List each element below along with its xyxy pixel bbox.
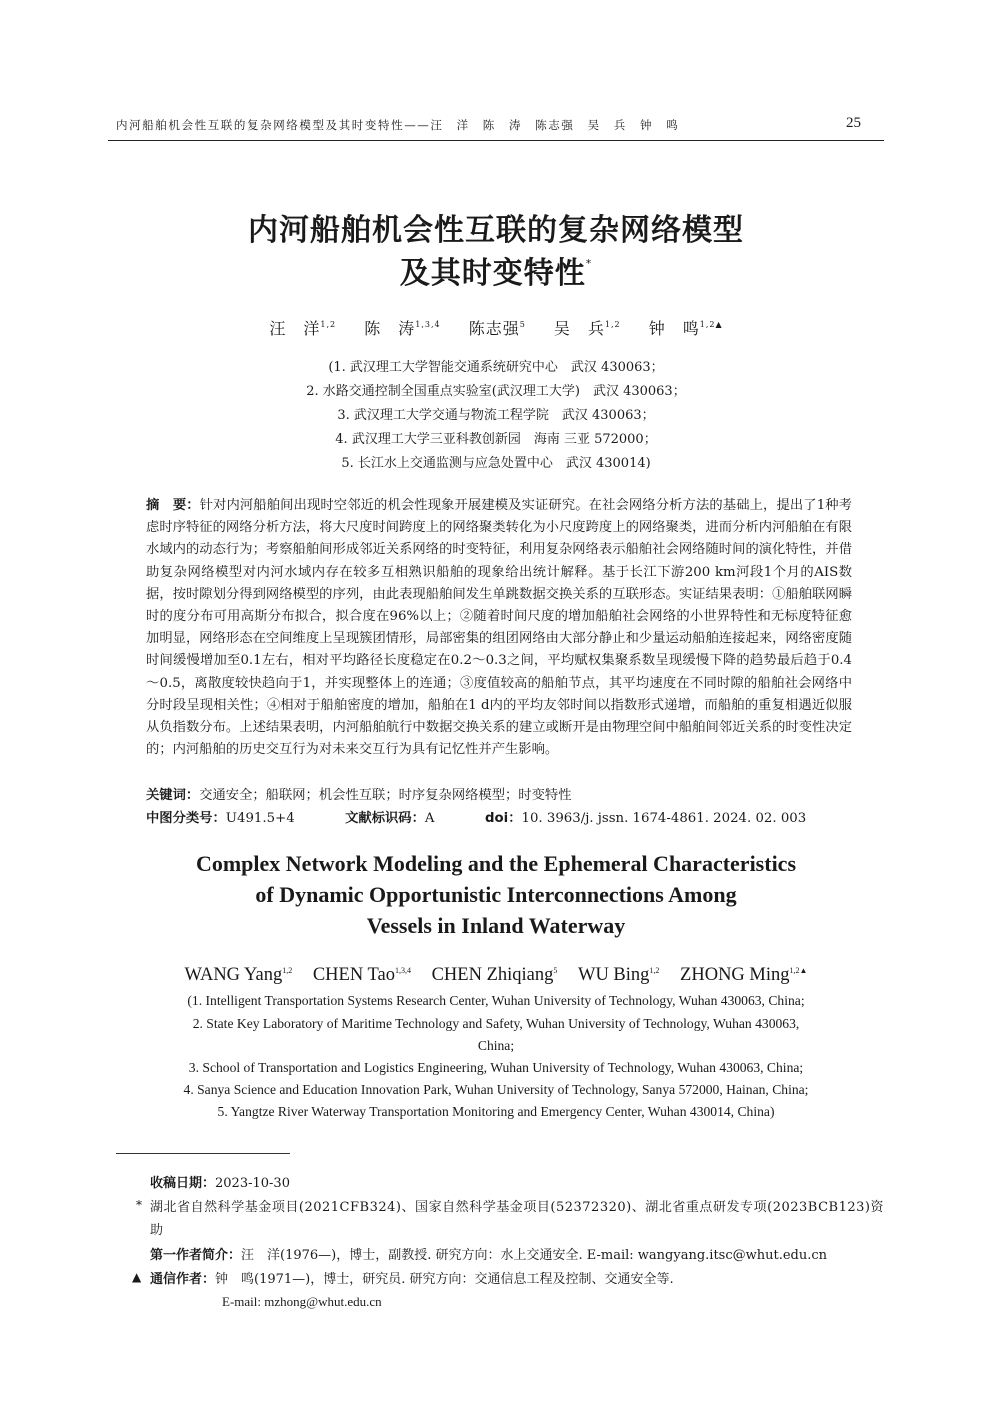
title-cn-line2-wrap — [0, 248, 992, 292]
affiliation-en: 5. Yangtze River Waterway Transportation Monitoring and Emergency Center, Wuhan 430014, China) — [217, 1104, 775, 1119]
received-label: 收稿日期： — [150, 1176, 216, 1191]
doi-label: doi： — [484, 811, 522, 826]
affiliation-cn: 3. 武汉理工大学交通与物流工程学院 武汉 430063； — [337, 408, 655, 423]
fund-mark: * — [136, 1198, 142, 1212]
page-number: 25 — [846, 115, 861, 131]
author-cn-sup: 1,2▲ — [699, 320, 723, 329]
author-en-item — [578, 965, 659, 985]
affiliation-en: 4. Sanya Science and Education Innovation Park, Wuhan University of Technology, Sanya 572000, Hainan, China; — [183, 1082, 809, 1097]
author-en-name: ZHONG Ming — [680, 965, 790, 985]
author-cn-sup: 5 — [519, 320, 526, 329]
author-cn-item — [364, 319, 440, 338]
footnote-rule — [116, 1153, 290, 1154]
title-en-line1: Complex Network Modeling and the Ephemeral Characteristics — [195, 851, 797, 876]
title-en-line2: of Dynamic Opportunistic Interconnections Among — [255, 882, 737, 907]
received-value: 2023-10-30 — [215, 1176, 290, 1191]
author-en-name: CHEN Zhiqiang — [431, 965, 554, 985]
author-cn-name: 陈 涛 — [364, 319, 416, 338]
author-en-sup: 5 — [553, 966, 558, 975]
corresponding-email: E-mail: mzhong@whut.edu.cn — [222, 1294, 382, 1309]
author-en-item — [680, 965, 807, 985]
abstract-label: 摘 要： — [146, 498, 200, 513]
first-author-text: 汪 洋(1976—)，博士，副教授. 研究方向：水上交通安全. E-mail: wangyang.itsc@whut.edu.cn — [241, 1248, 828, 1263]
author-en-name: WANG Yang — [184, 965, 283, 985]
author-en-sup: 1,2▲ — [789, 966, 808, 975]
author-en-item — [432, 965, 558, 985]
affiliation-en: 2. State Key Laboratory of Maritime Technology and Safety, Wuhan University of Technology, Wuhan 430063, — [192, 1016, 800, 1031]
corresponding-author-note — [150, 1268, 674, 1287]
corresponding-mark: ▲ — [132, 1270, 142, 1284]
author-en-sup: 1,2 — [649, 966, 660, 975]
author-cn-sup: 1,2 — [320, 320, 337, 329]
author-cn-name: 陈志强 — [468, 319, 520, 338]
affiliation-en: 3. School of Transportation and Logistics Engineering, Wuhan University of Technology, Wuhan 430063, China; — [188, 1060, 804, 1075]
first-author-note — [150, 1244, 827, 1263]
author-cn-sup: 1,2 — [604, 320, 621, 329]
title-cn-line1: 内河船舶机会性互联的复杂网络模型 — [248, 213, 744, 248]
keywords-text: 交通安全；船联网；机会性互联；时序复杂网络模型；时变特性 — [199, 788, 572, 803]
author-cn-item — [554, 319, 621, 338]
author-cn-name: 钟 鸣 — [648, 319, 700, 338]
author-cn-item — [269, 319, 336, 338]
doi-value: 10. 3963/j. jssn. 1674-4861. 2024. 02. 003 — [521, 811, 807, 826]
doc-code-value: A — [424, 811, 435, 826]
author-cn-name: 汪 洋 — [269, 319, 321, 338]
title-en — [0, 848, 992, 941]
author-cn-sup: 1,3,4 — [415, 320, 441, 329]
author-en-item — [313, 965, 411, 985]
affiliation-cn: (1. 武汉理工大学智能交通系统研究中心 武汉 430063； — [328, 360, 664, 375]
affiliation-cn: 5. 长江水上交通监测与应急处置中心 武汉 430014) — [341, 456, 651, 471]
author-cn-item — [469, 319, 526, 338]
title-en-line3: Vessels in Inland Waterway — [366, 913, 626, 938]
author-cn-name: 吴 兵 — [553, 319, 605, 338]
keywords-cn — [146, 784, 572, 803]
author-en-name: CHEN Tao — [312, 965, 395, 985]
first-author-label: 第一作者简介： — [150, 1248, 242, 1263]
affiliation-en: (1. Intelligent Transportation Systems Research Center, Wuhan University of Technology, Wuhan 430063, China; — [187, 993, 805, 1008]
received-date — [150, 1172, 290, 1191]
title-cn-mark: * — [585, 257, 593, 270]
classification-line — [146, 807, 806, 826]
corresponding-label: 通信作者： — [150, 1272, 216, 1287]
author-en-sup: 1,3,4 — [394, 966, 411, 975]
fund-note: 湖北省自然科学基金项目(2021CFB324)、国家自然科学基金项目(52372320)、湖北省重点研发专项(2023BCB123)资助 — [150, 1200, 884, 1238]
keywords-label: 关键词： — [146, 788, 200, 803]
author-cn-item — [649, 319, 723, 338]
affiliation-en: China; — [477, 1038, 515, 1053]
abstract-text: 针对内河船舶间出现时空邻近的机会性现象开展建模及实证研究。在社会网络分析方法的基础上，提出了1种考虑时序特征的网络分析方法，将大尺度时间跨度上的网络聚类转化为小尺度跨度上的网络聚类，进而分析内河船舶在有限水域内的动态行为；考察船舶间形成邻近关系网络的时变特征，利用复杂网络表示船舶社会网络随时间的演化特性，并借助复杂网络模型对内河水域内存在较多互相熟识船舶的现象给出统计解释。基于长江下游200 km河段1个月的AIS数据，按时隙划分得到网络模型的序列，由此表现船舶间发生单跳数据交换关系的互联形态。实证结果表明：①船舶联网瞬时的度分布可用高斯分布拟合，拟合度在96%以上；②随着时间尺度的增加船舶社会网络的小世界特性和无标度特征愈加明显，网络形态在空间维度上呈现簇团情形，局部密集的组团网络由大部分静止和少量运动船舶连接起来，网络密度随时间缓慢增加至0.1左右，相对平均路径长度稳定在0.2～0.3之间，平均赋权集聚系数呈现缓慢下降的趋势最后趋于0.4～0.5，离散度较快趋向于1，并实现整体上的连通；③度值较高的船舶节点，其平均速度在不同时隙的船舶社会网络中分时段呈现相关性；④相对于船舶密度的增加，船舶在1 d内的平均友邻时间以指数形式递增，而船舶的重复相遇近似服从负指数分布。上述结果表明，内河船舶航行中数据交换关系的建立或断开是由物理空间中船舶间邻近关系的时变性决定的；内河船舶的历史交互行为对未来交互行为具有记忆性并产生影响。 — [146, 498, 852, 758]
author-en-name: WU Bing — [577, 965, 650, 985]
running-title: 内河船舶机会性互联的复杂网络模型及其时变特性——汪 洋 陈 涛 陈志强 吴 兵 钟 鸣 — [116, 118, 680, 132]
doc-code-label: 文献标识码： — [345, 811, 425, 826]
author-en-item — [185, 965, 293, 985]
affiliation-cn: 4. 武汉理工大学三亚科教创新园 海南 三亚 572000； — [335, 432, 657, 447]
clc-label: 中图分类号： — [146, 811, 226, 826]
title-cn-line2: 及其时变特性 — [399, 256, 586, 291]
author-en-sup: 1,2 — [282, 966, 293, 975]
authors-cn — [0, 316, 992, 339]
abstract-cn — [146, 495, 852, 761]
authors-en — [0, 965, 992, 986]
corresponding-text: 钟 鸣(1971—)，博士，研究员. 研究方向：交通信息工程及控制、交通安全等. — [215, 1272, 674, 1287]
clc-value: U491.5+4 — [225, 811, 295, 826]
header-rule — [108, 140, 884, 141]
affiliation-cn: 2. 水路交通控制全国重点实验室(武汉理工大学) 武汉 430063； — [306, 384, 686, 399]
